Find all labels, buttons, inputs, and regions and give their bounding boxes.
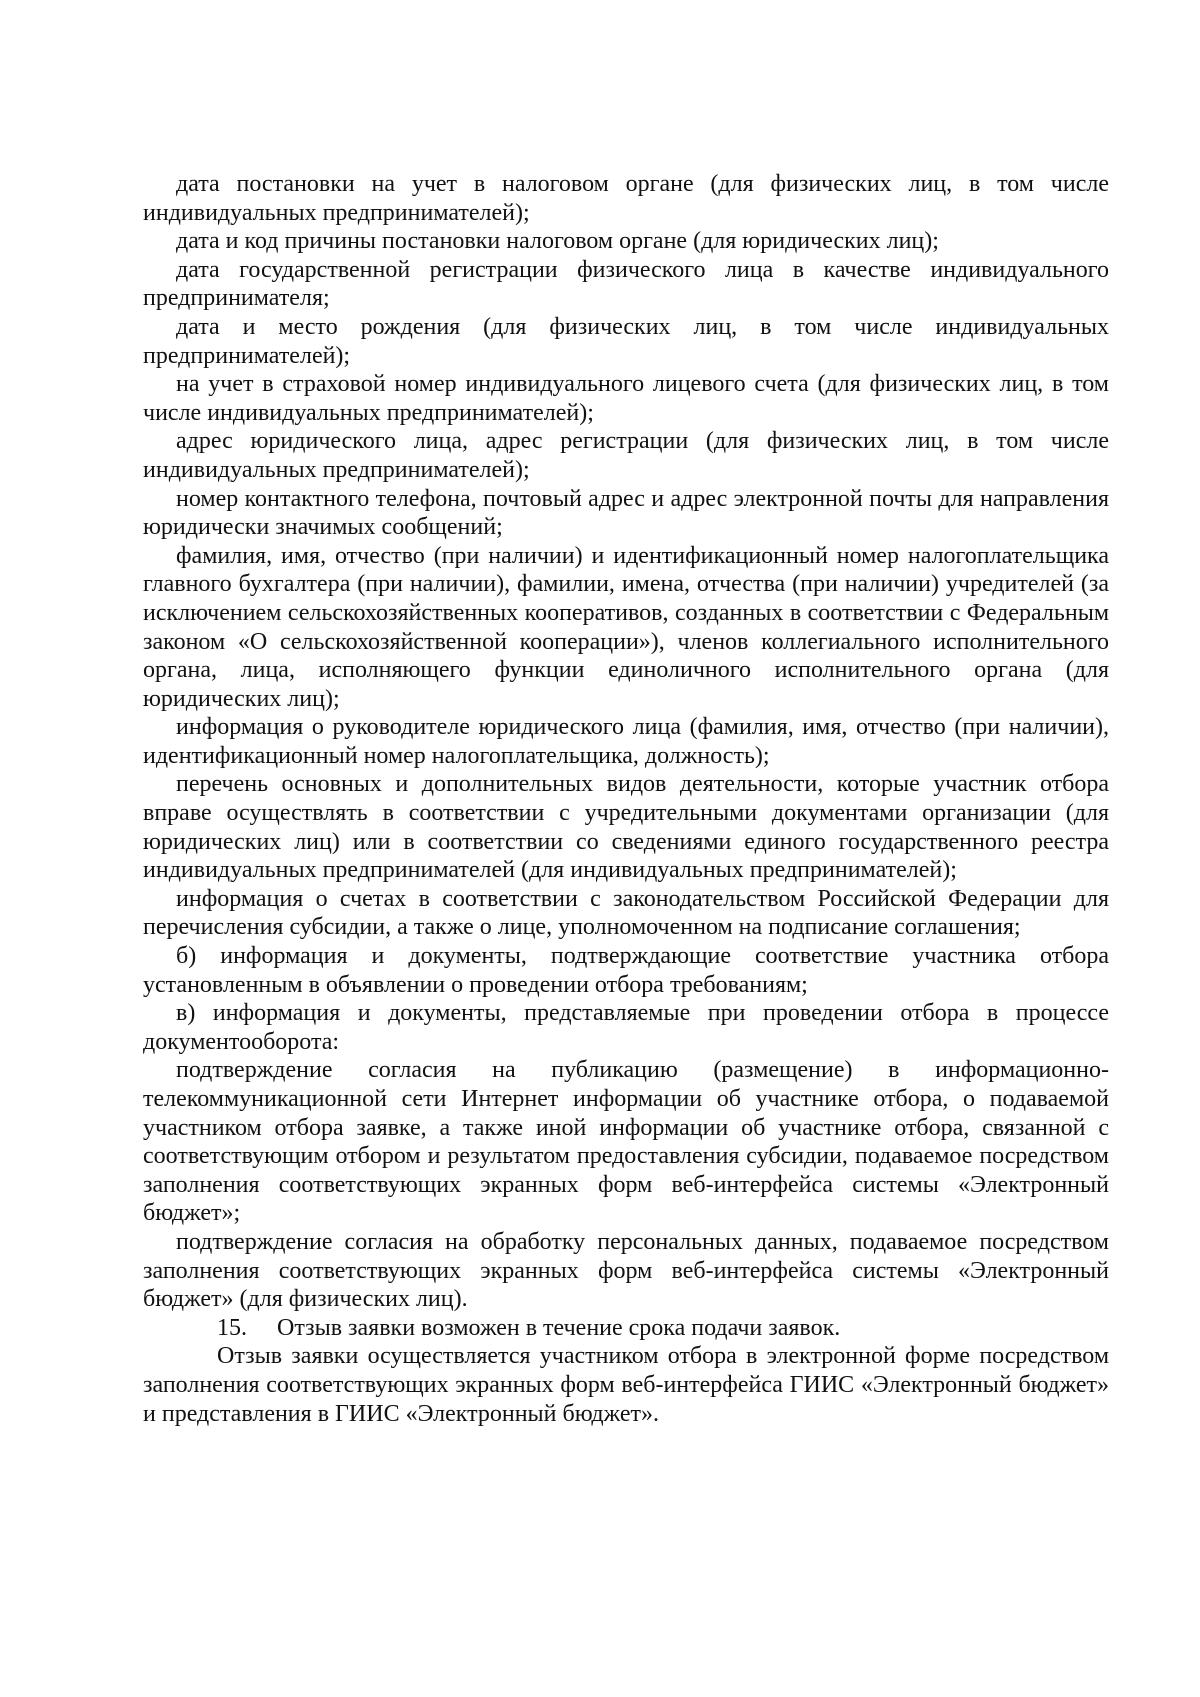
item-text: Отзыв заявки возможен в течение срока подачи заявок. [277,1314,841,1341]
paragraph-personal-data-consent: подтверждение согласия на обработку персональных данных, подаваемое посредством заполнения соответствующих экранных форм веб-интерфейса системы «Электронный бюджет» (для физических лиц). [143,1228,1109,1313]
item-number: 15. [217,1314,247,1341]
document-page [143,170,1109,1428]
paragraph-activity-types: перечень основных и дополнительных видов деятельности, которые участник отбора вправе осуществлять в соответствии с учредительными документами организации (для юридических лиц) или в соответствии со сведениями единого государственного реестра индивидуальных предпринимателей (для индивидуальных предпринимателей); [143,771,1109,884]
paragraph-birth-date-place: дата и место рождения (для физических лиц, в том числе индивидуальных предпринимателей); [143,313,1109,369]
numbered-item-15 [143,1314,1109,1343]
paragraph-accounts-info: информация о счетах в соответствии с законодательством Российской Федерации для перечисления субсидии, а также о лице, уполномоченном на подписание соглашения; [143,885,1109,941]
paragraph-publication-consent: подтверждение согласия на публикацию (размещение) в информационно-телекоммуникационной сети Интернет информации об участнике отбора, о подаваемой участником отбора заявке, а также иной информации об участнике отбора, связанной с соответствующим отбором и результатом предоставления субсидии, подаваемое посредством заполнения соответствующих экранных форм веб-интерфейса системы «Электронный бюджет»; [143,1057,1109,1227]
paragraph-item-v: в) информация и документы, представляемые при проведении отбора в процессе документооборота: [143,1000,1109,1055]
paragraph-accountant-founders: фамилия, имя, отчество (при наличии) и идентификационный номер налогоплательщика главного бухгалтера (при наличии), фамилии, имена, отчества (при наличии) учредителей (за исключением сельскохозяйственных кооперативов, созданных в соответствии с Федеральным законом «О сельскохозяйственной кооперации»), членов коллегиального исполнительного органа, лица, исполняющего функции единоличного исполнительного органа (для юридических лиц); [143,542,1109,712]
paragraph-insurance-number: на учет в страховой номер индивидуального лицевого счета (для физических лиц, в том числе индивидуальных предпринимателей); [143,371,1109,426]
paragraph-tax-registration-code: дата и код причины постановки налоговом органе (для юридических лиц); [176,228,939,255]
paragraph-withdrawal-procedure: Отзыв заявки осуществляется участником отбора в электронной форме посредством заполнения соответствующих экранных форм веб-интерфейса ГИИС «Электронный бюджет» и представления в ГИИС «Электронный бюджет». [143,1343,1109,1427]
paragraph-contact-info: номер контактного телефона, почтовый адрес и адрес электронной почты для направления юридически значимых сообщений; [143,485,1109,541]
paragraph-tax-registration-date: дата постановки на учет в налоговом органе (для физических лиц, в том числе индивидуальных предпринимателей); [143,171,1109,226]
paragraph-item-b: б) информация и документы, подтверждающие соответствие участника отбора установленным в объявлении о проведении отбора требованиям; [143,943,1109,998]
paragraph-address: адрес юридического лица, адрес регистрации (для физических лиц, в том числе индивидуальных предпринимателей); [143,428,1109,483]
paragraph-head-info: информация о руководителе юридического лица (фамилия, имя, отчество (при наличии), идентификационный номер налогоплательщика, должность); [143,714,1109,769]
paragraph-state-registration-date: дата государственной регистрации физического лица в качестве индивидуального предпринимателя; [143,256,1109,312]
